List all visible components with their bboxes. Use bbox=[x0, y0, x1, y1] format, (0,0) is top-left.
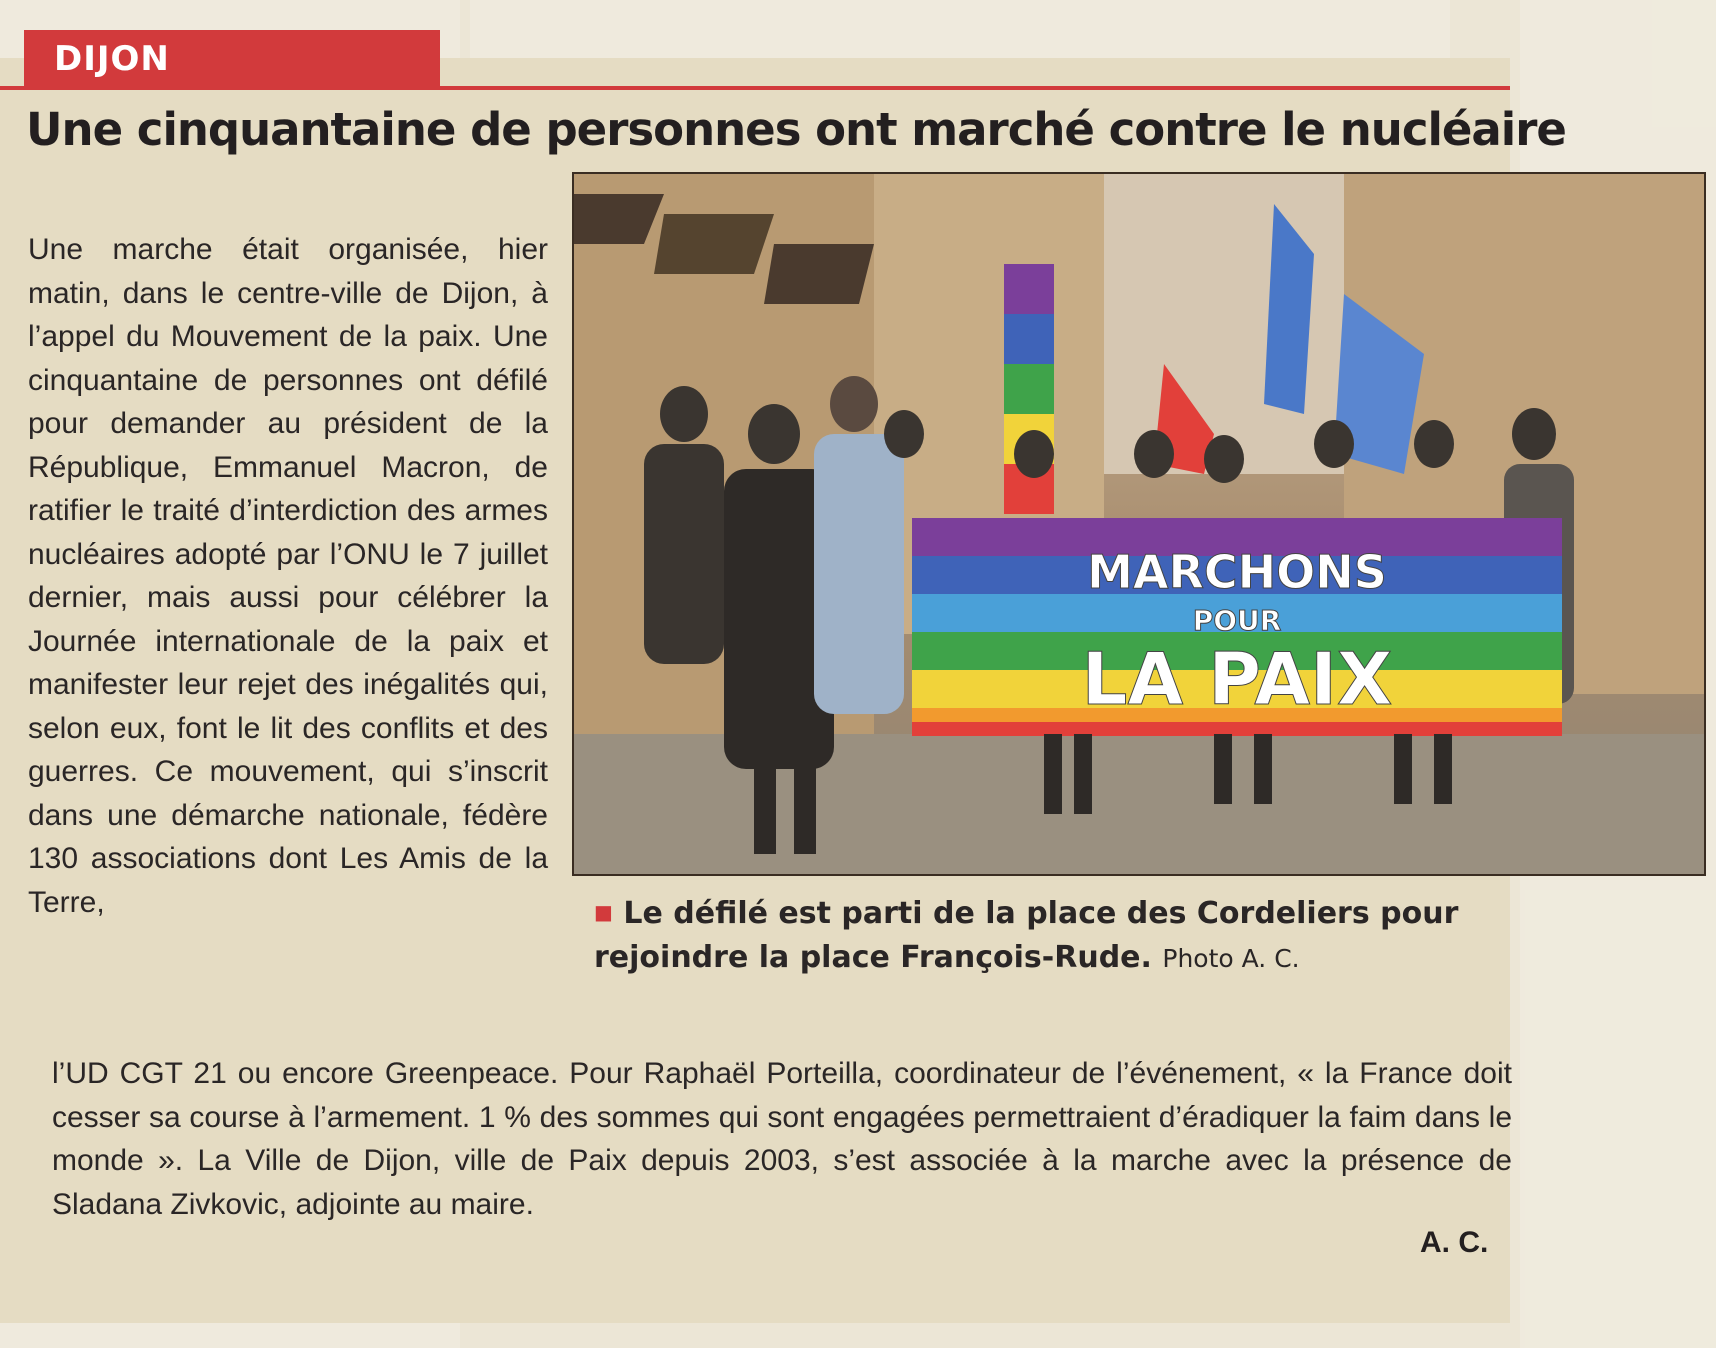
awning bbox=[764, 244, 874, 304]
headline: Une cinquantaine de personnes ont marché contre le nucléaire bbox=[26, 103, 1566, 156]
photo-peace-march bbox=[572, 172, 1706, 876]
background-column bbox=[470, 0, 1450, 60]
byline: A. C. bbox=[1420, 1226, 1489, 1259]
banner-text-line2: POUR bbox=[1192, 604, 1282, 637]
photo-caption bbox=[594, 890, 1474, 981]
caption-bullet-icon: ■ bbox=[594, 900, 613, 924]
body-full-width-text: l’UD CGT 21 ou encore Greenpeace. Pour Raphaël Porteilla, coordinateur de l’événement, « la France doit cesser sa course à l’armement. 1 % des sommes qui sont engagées permettraient d’éradiquer la faim dans le monde ». La Ville de Dijon, ville de Paix depuis 2003, s’est associée à la marche avec la présence de Sladana Zivkovic, adjointe au maire. bbox=[52, 1057, 1512, 1221]
peace-banner bbox=[912, 518, 1562, 736]
section-label: DIJON bbox=[24, 30, 440, 88]
banner-text-line3: LA PAIX bbox=[1081, 637, 1393, 721]
awning bbox=[654, 214, 774, 274]
photo-illustration bbox=[574, 174, 1704, 874]
caption-text: Le défilé est parti de la place des Cordeliers pour rejoindre la place François-Rude. bbox=[594, 896, 1459, 975]
body-column-text: Une marche était organisée, hier matin, dans le centre-ville de Dijon, à l’appel du Mouvement de la paix. Une cinquantaine de personnes ont défilé pour demander au président de la République, Emmanuel Macron, de ratifier le traité d’interdiction des armes nucléaires adopté par l’ONU le 7 juillet dernier, mais aussi pour célébrer la Journée internationale de la paix et manifester leur rejet des inégalités qui, selon eux, font le lit des conflits et des guerres. Ce mouvement, qui s’inscrit dans une démarche nationale, fédère 130 associations dont Les Amis de la Terre, bbox=[28, 233, 548, 919]
banner-text-line1: MARCHONS bbox=[1087, 545, 1387, 599]
photo-credit: Photo A. C. bbox=[1162, 944, 1300, 973]
